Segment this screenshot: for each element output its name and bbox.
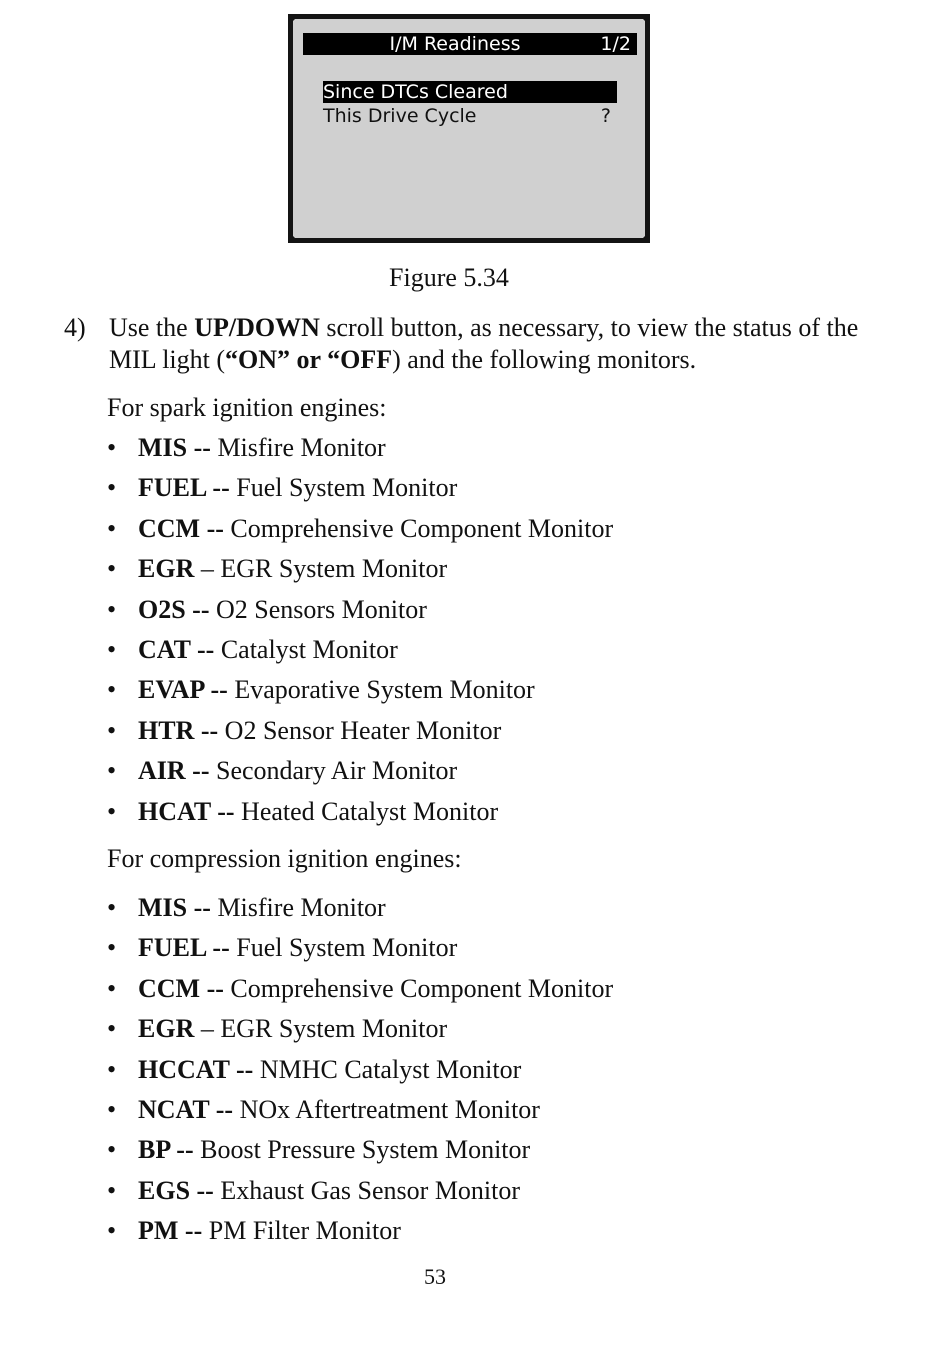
menu-item-since-dtcs-cleared[interactable] [323, 81, 617, 103]
lcd-corner [288, 14, 300, 26]
lcd-display [293, 19, 645, 238]
bullet-icon: • [107, 635, 117, 664]
lcd-title-bar [303, 33, 637, 55]
list-item [107, 1055, 521, 1085]
bullet-icon: • [107, 594, 117, 624]
step-text-bold: “ON” or “OFF [225, 345, 393, 374]
menu-item-value: ? [600, 105, 611, 127]
bullet-icon: • [107, 554, 117, 584]
bullet-icon: • [107, 756, 117, 786]
list-item [107, 797, 498, 827]
monitor-description: – EGR System Monitor [194, 554, 448, 584]
list-item [107, 595, 427, 625]
monitor-description: Exhaust Gas Sensor Monitor [213, 1175, 521, 1205]
list-item [107, 756, 457, 786]
lcd-title: I/M Readiness [389, 33, 521, 55]
step-text-part: Use the [109, 313, 195, 342]
monitor-code: EGS -- [138, 1175, 214, 1205]
monitor-description: Fuel System Monitor [229, 933, 458, 963]
bullet-icon: • [107, 473, 117, 503]
lcd-corner [638, 14, 650, 26]
monitor-code: EGR [138, 554, 195, 584]
list-item [107, 675, 535, 705]
monitor-description: Misfire Monitor [210, 433, 386, 462]
list-item [107, 933, 457, 963]
step-text-bold: UP/DOWN [194, 313, 320, 342]
menu-item-this-drive-cycle[interactable] [323, 105, 617, 127]
lcd-corner [288, 231, 300, 243]
list-item [107, 893, 386, 923]
bullet-icon: • [107, 893, 117, 922]
list-item [107, 473, 457, 503]
monitor-description: Evaporative System Monitor [227, 675, 535, 705]
bullet-icon: • [107, 1135, 117, 1165]
step-text-part: ) and the following monitors. [392, 345, 697, 374]
monitor-code: FUEL -- [138, 933, 230, 963]
lcd-corner [638, 231, 650, 243]
page-number: 53 [424, 1264, 446, 1289]
monitor-code: CCM -- [138, 513, 224, 543]
monitor-code: HCCAT -- [138, 1054, 254, 1084]
monitor-description: Boost Pressure System Monitor [193, 1135, 531, 1165]
bullet-icon: • [107, 1014, 117, 1044]
monitor-description: Heated Catalyst Monitor [234, 796, 499, 826]
bullet-icon: • [107, 933, 117, 963]
monitor-description: O2 Sensor Heater Monitor [218, 715, 502, 745]
bullet-icon: • [107, 1216, 117, 1246]
spark-heading: For spark ignition engines: [107, 393, 387, 422]
monitor-code: HTR -- [138, 715, 219, 745]
list-item [107, 514, 613, 544]
list-item [107, 716, 501, 746]
list-item [107, 635, 398, 665]
menu-item-label: This Drive Cycle [323, 105, 477, 127]
bullet-icon: • [107, 1054, 117, 1084]
list-item [107, 1216, 401, 1246]
bullet-icon: • [107, 715, 117, 745]
step-text-part: scroll button, as necessary, to view the status of the MIL light ( [109, 313, 859, 374]
monitor-code: O2S -- [138, 594, 210, 624]
list-item [107, 554, 447, 584]
bullet-icon: • [107, 796, 117, 826]
bullet-icon: • [107, 675, 117, 705]
monitor-code: NCAT -- [138, 1095, 234, 1124]
bullet-icon: • [107, 973, 117, 1003]
monitor-description: O2 Sensors Monitor [209, 594, 427, 624]
list-item [107, 433, 386, 463]
figure-caption: Figure 5.34 [389, 263, 509, 292]
bullet-icon: • [107, 1095, 117, 1124]
list-item [107, 1176, 520, 1206]
monitor-code: PM -- [138, 1216, 203, 1246]
monitor-code: CAT -- [138, 635, 215, 664]
list-item [107, 1014, 447, 1044]
menu-item-label: Since DTCs Cleared [323, 81, 508, 103]
monitor-code: EVAP -- [138, 675, 228, 705]
monitor-code: BP -- [138, 1135, 194, 1165]
monitor-description: – EGR System Monitor [194, 1014, 448, 1044]
monitor-code: MIS -- [138, 893, 211, 922]
monitor-description: Misfire Monitor [210, 893, 386, 922]
monitor-description: Comprehensive Component Monitor [223, 973, 614, 1003]
list-item [107, 974, 613, 1004]
step-text [109, 312, 859, 376]
lcd-screen [288, 14, 650, 243]
monitor-description: NOx Aftertreatment Monitor [233, 1095, 540, 1124]
monitor-description: Comprehensive Component Monitor [223, 513, 614, 543]
monitor-description: Fuel System Monitor [229, 473, 458, 503]
monitor-description: Secondary Air Monitor [209, 756, 458, 786]
monitor-code: FUEL -- [138, 473, 230, 503]
bullet-icon: • [107, 513, 117, 543]
compression-heading: For compression ignition engines: [107, 844, 462, 873]
step-number: 4) [64, 313, 86, 342]
monitor-code: CCM -- [138, 973, 224, 1003]
monitor-code: EGR [138, 1014, 195, 1044]
list-item [107, 1095, 540, 1125]
monitor-description: NMHC Catalyst Monitor [253, 1054, 522, 1084]
bullet-icon: • [107, 1175, 117, 1205]
monitor-code: HCAT -- [138, 796, 235, 826]
lcd-page-indicator: 1/2 [600, 33, 631, 55]
monitor-description: Catalyst Monitor [214, 635, 398, 664]
monitor-description: PM Filter Monitor [202, 1216, 401, 1246]
monitor-code: MIS -- [138, 433, 211, 462]
monitor-code: AIR -- [138, 756, 210, 786]
bullet-icon: • [107, 433, 117, 462]
list-item [107, 1135, 530, 1165]
